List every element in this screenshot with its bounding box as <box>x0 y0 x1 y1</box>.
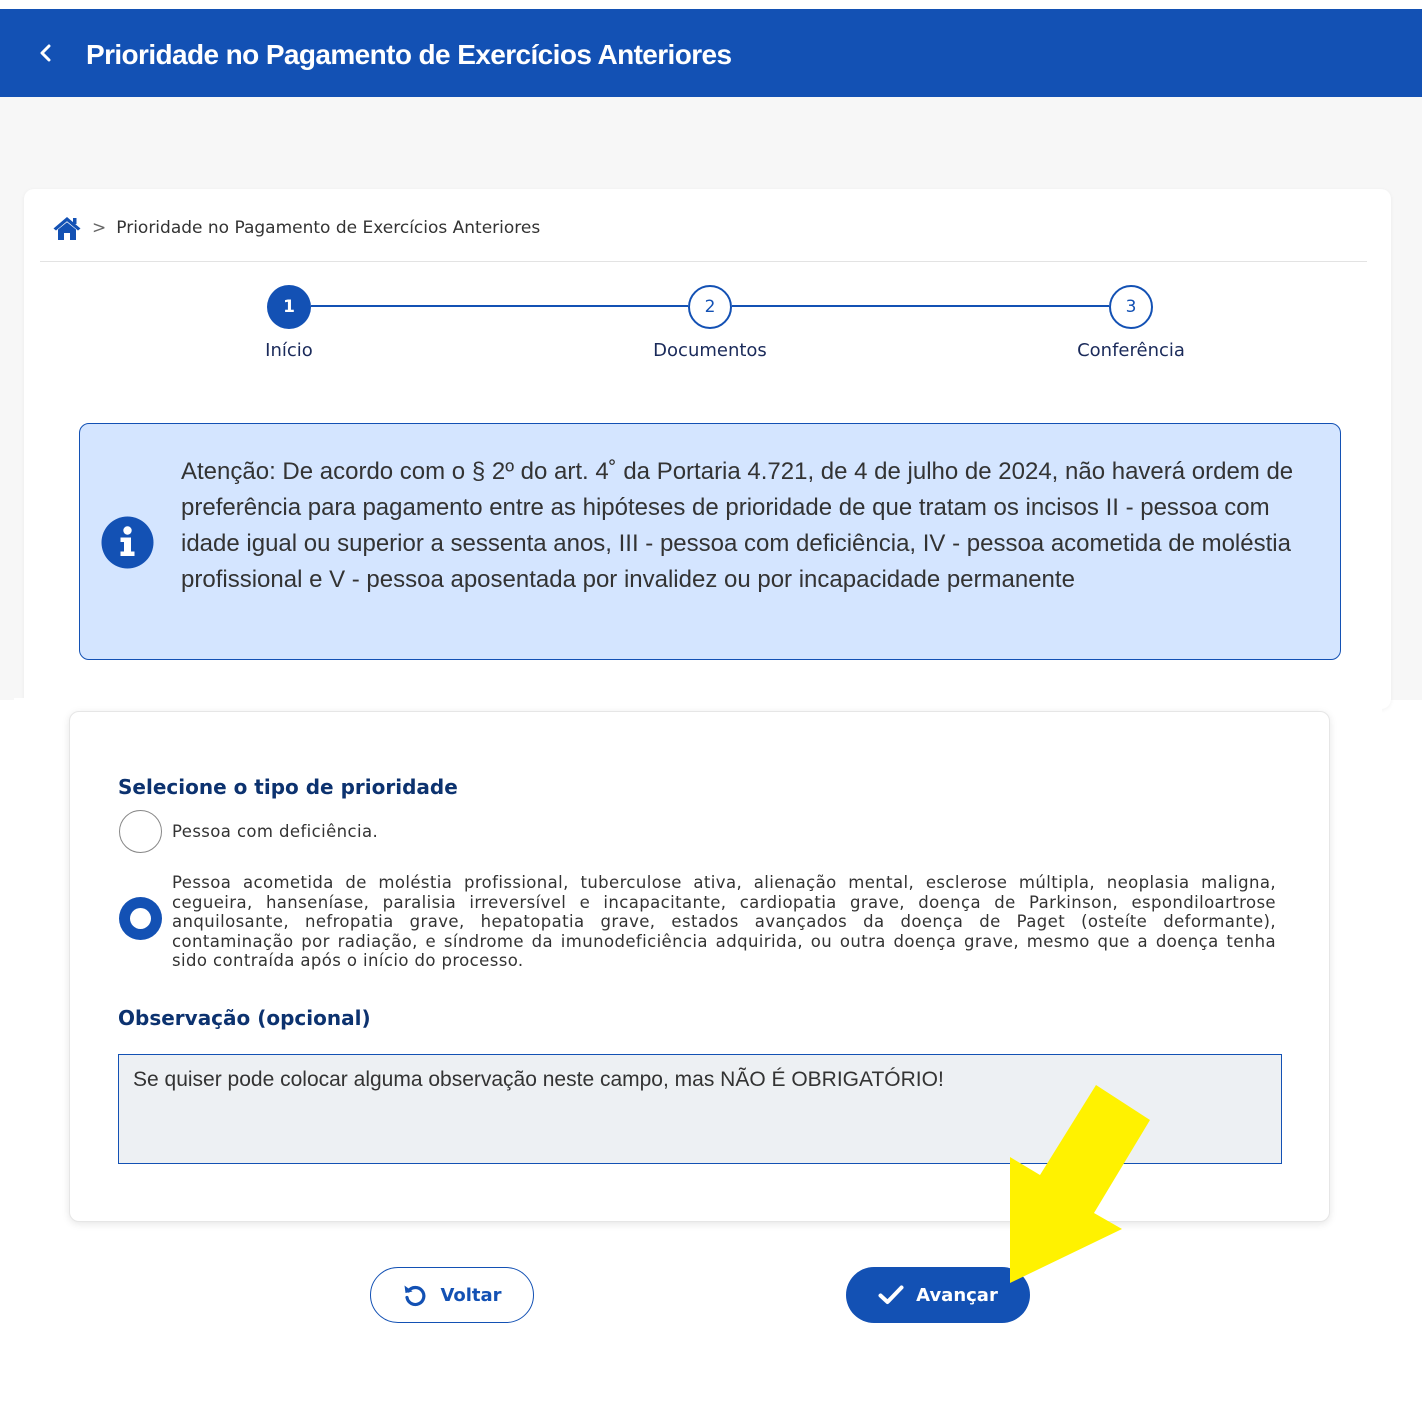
back-button-label: Voltar <box>440 1284 502 1306</box>
breadcrumb-current: Prioridade no Pagamento de Exercícios Anteriores <box>116 218 541 238</box>
divider <box>40 261 1367 262</box>
check-icon <box>878 1284 904 1306</box>
observation-field[interactable]: Se quiser pode colocar alguma observação neste campo, mas NÃO É OBRIGATÓRIO! <box>118 1054 1282 1164</box>
step-2-label: Documentos <box>653 340 767 361</box>
step-connector <box>732 305 1109 307</box>
observation-section-title: Observação (opcional) <box>118 1006 371 1030</box>
chevron-left-icon[interactable] <box>30 37 62 69</box>
step-2-circle[interactable]: 2 <box>688 285 732 329</box>
undo-icon <box>402 1282 428 1308</box>
alert-message: Atenção: De acordo com o § 2º do art. 4˚ da Portaria 4.721, de 4 de julho de 2024, não haverá ordem de preferência para pagamento entre as hipóteses de prioridade de que tratam os incisos II - pessoa com idade igual ou superior a sessenta anos, III - pessoa com deficiência, IV - pessoa acometida de moléstia profissional e V - pessoa aposentada por invalidez ou por incapacidade permanente <box>181 458 1294 593</box>
breadcrumb <box>52 212 540 244</box>
step-1-circle[interactable]: 1 <box>267 285 311 329</box>
breadcrumb-separator: > <box>92 218 107 238</box>
radio-label-deficiencia: Pessoa com deficiência. <box>172 822 379 841</box>
priority-section-title: Selecione o tipo de prioridade <box>118 775 458 799</box>
radio-molestia[interactable] <box>119 897 162 940</box>
page-title: Prioridade no Pagamento de Exercícios Anteriores <box>86 39 732 70</box>
info-icon <box>101 516 154 569</box>
next-button[interactable] <box>846 1267 1030 1323</box>
radio-deficiencia[interactable] <box>119 810 162 853</box>
edge-fill <box>1404 862 1422 1365</box>
step-3-circle[interactable]: 3 <box>1109 285 1153 329</box>
next-button-label: Avançar <box>916 1284 998 1306</box>
step-connector <box>311 305 688 307</box>
step-1-label: Início <box>265 340 313 361</box>
step-3-label: Conferência <box>1077 340 1185 361</box>
app-header <box>0 9 1422 97</box>
back-button[interactable] <box>370 1267 534 1323</box>
radio-label-molestia: Pessoa acometida de moléstia profissional, tuberculose ativa, alienação mental, esclerose múltipla, neoplasia maligna, cegueira, hanseníase, paralisia irreversível e incapacitante, cardiopatia grave, doença de Parkinson, espondiloartrose anquilosante, nefropatia grave, hepatopatia grave, estados avançados da doença de Paget (osteíte deformante), contaminação por radiação, e síndrome da imunodeficiência adquirida, ou outra doença grave, mesmo que a doença tenha sido contraída após o início do processo. <box>172 873 1276 970</box>
home-icon[interactable] <box>52 214 82 242</box>
